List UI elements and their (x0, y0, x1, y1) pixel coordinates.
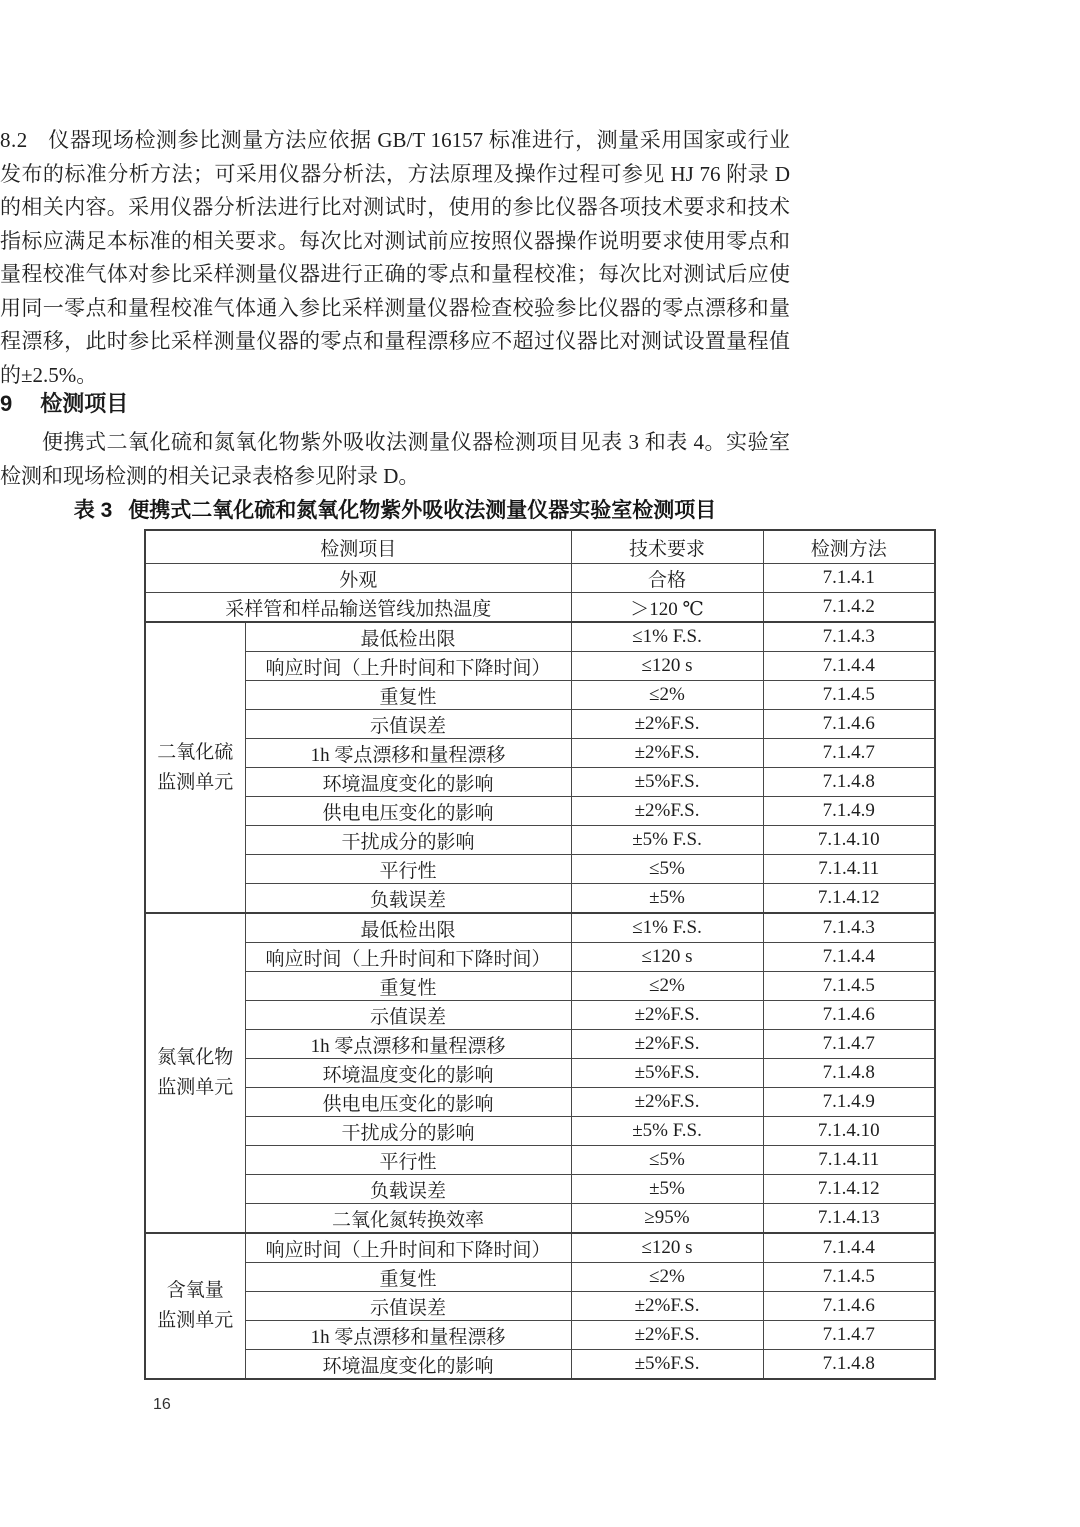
table-caption-label: 表 3 (73, 499, 113, 522)
group-name-line: 监测单元 (157, 1310, 234, 1331)
clause-text: 仪器现场检测参比测量方法应依据 GB/T 16157 标准进行，测量采用国家或行业发布的标准分析方法；可采用仪器分析法，方法原理及操作过程可参见 HJ 76 附录 D 的相关内容。采用仪器分析法进行比对测试时，使用的参比仪器各项技术要求和技术指标应满足本标准的相关要求。每次比对测试前应按照仪器操作说明要求使用零点和量程校准气体对参比采样测量仪器进行正确的零点和量程校准；每次比对测试后应使用同一零点和量程校准气体通入参比采样测量仪器检查校验参比仪器的零点漂移和量程漂移，此时参比采样测量仪器的零点和量程漂移应不超过仪器比对测试设置量程值的±2.5%。 (0, 128, 790, 387)
group-name-line: 监测单元 (157, 1077, 234, 1098)
item-cell: 外观 (145, 564, 571, 593)
method-cell: 7.1.4.6 (763, 1001, 935, 1030)
item-cell: 干扰成分的影响 (245, 826, 571, 855)
section-9-heading (0, 387, 790, 418)
method-cell: 7.1.4.9 (763, 1088, 935, 1117)
requirement-cell: ±5%F.S. (571, 1350, 763, 1380)
requirement-cell: ≤2% (571, 1263, 763, 1292)
method-cell: 7.1.4.9 (763, 797, 935, 826)
table-row (145, 710, 935, 739)
requirement-cell: ±5%F.S. (571, 1059, 763, 1088)
requirement-cell: ±5% F.S. (571, 1117, 763, 1146)
method-cell: 7.1.4.2 (763, 593, 935, 623)
requirement-cell: ±5% (571, 884, 763, 914)
table-row (145, 797, 935, 826)
method-cell: 7.1.4.7 (763, 1030, 935, 1059)
requirement-cell: 合格 (571, 564, 763, 593)
table-row (145, 1204, 935, 1234)
item-cell: 二氧化氮转换效率 (245, 1204, 571, 1234)
method-cell: 7.1.4.4 (763, 1233, 935, 1263)
method-cell: 7.1.4.10 (763, 1117, 935, 1146)
method-cell: 7.1.4.12 (763, 1175, 935, 1204)
table-3 (144, 529, 936, 1380)
requirement-cell: ±2%F.S. (571, 1030, 763, 1059)
item-cell: 示值误差 (245, 1001, 571, 1030)
method-cell: 7.1.4.12 (763, 884, 935, 914)
table-row (145, 1030, 935, 1059)
item-cell: 供电电压变化的影响 (245, 1088, 571, 1117)
table-row (145, 1088, 935, 1117)
requirement-cell: ≤1% F.S. (571, 622, 763, 652)
table-row (145, 884, 935, 914)
requirement-cell: ≤120 s (571, 943, 763, 972)
requirement-cell: ±2%F.S. (571, 797, 763, 826)
table-row (145, 1233, 935, 1263)
item-cell: 负载误差 (245, 884, 571, 914)
requirement-cell: ＞120 ℃ (571, 593, 763, 623)
method-cell: 7.1.4.13 (763, 1204, 935, 1234)
table-row (145, 943, 935, 972)
section-number: 9 (0, 391, 13, 416)
method-cell: 7.1.4.7 (763, 1321, 935, 1350)
item-cell: 采样管和样品输送管线加热温度 (145, 593, 571, 623)
section-title: 检测项目 (40, 391, 129, 416)
item-cell: 重复性 (245, 1263, 571, 1292)
table-row (145, 972, 935, 1001)
item-cell: 最低检出限 (245, 622, 571, 652)
table-row (145, 1059, 935, 1088)
table-row (145, 1001, 935, 1030)
group-name-line: 含氧量 (166, 1280, 224, 1301)
requirement-cell: ≤5% (571, 855, 763, 884)
table-row (145, 768, 935, 797)
table-row (145, 564, 935, 593)
requirement-cell: ≤1% F.S. (571, 913, 763, 943)
page-number: 16 (153, 1396, 171, 1413)
method-cell: 7.1.4.4 (763, 652, 935, 681)
group-cell-so2-unit (145, 622, 245, 913)
clause-number: 8.2 (0, 128, 28, 152)
method-cell: 7.1.4.5 (763, 1263, 935, 1292)
method-cell: 7.1.4.11 (763, 855, 935, 884)
group-name-line: 氮氧化物 (157, 1047, 234, 1068)
item-cell: 1h 零点漂移和量程漂移 (245, 739, 571, 768)
table-row (145, 1321, 935, 1350)
table-row (145, 1263, 935, 1292)
item-cell: 最低检出限 (245, 913, 571, 943)
method-cell: 7.1.4.3 (763, 622, 935, 652)
method-cell: 7.1.4.7 (763, 739, 935, 768)
item-cell: 响应时间（上升时间和下降时间） (245, 943, 571, 972)
table-row (145, 1146, 935, 1175)
item-cell: 重复性 (245, 681, 571, 710)
method-cell: 7.1.4.6 (763, 1292, 935, 1321)
column-header-method: 检测方法 (763, 530, 935, 564)
requirement-cell: ±2%F.S. (571, 1088, 763, 1117)
item-cell: 干扰成分的影响 (245, 1117, 571, 1146)
requirement-cell: ±2%F.S. (571, 1292, 763, 1321)
table-row (145, 652, 935, 681)
table-row (145, 622, 935, 652)
table-row (145, 593, 935, 623)
item-cell: 1h 零点漂移和量程漂移 (245, 1321, 571, 1350)
item-cell: 供电电压变化的影响 (245, 797, 571, 826)
item-cell: 响应时间（上升时间和下降时间） (245, 652, 571, 681)
table-row (145, 1175, 935, 1204)
table-3-caption (0, 494, 790, 524)
table-row (145, 1117, 935, 1146)
table-row (145, 1350, 935, 1380)
requirement-cell: ±2%F.S. (571, 739, 763, 768)
table-row (145, 855, 935, 884)
requirement-cell: ±5% (571, 1175, 763, 1204)
method-cell: 7.1.4.1 (763, 564, 935, 593)
item-cell: 负载误差 (245, 1175, 571, 1204)
column-header-requirement: 技术要求 (571, 530, 763, 564)
requirement-cell: ≤120 s (571, 652, 763, 681)
method-cell: 7.1.4.6 (763, 710, 935, 739)
item-cell: 示值误差 (245, 710, 571, 739)
group-name-line: 监测单元 (157, 771, 234, 793)
method-cell: 7.1.4.3 (763, 913, 935, 943)
method-cell: 7.1.4.8 (763, 768, 935, 797)
requirement-cell: ±5% F.S. (571, 826, 763, 855)
item-cell: 环境温度变化的影响 (245, 1350, 571, 1380)
method-cell: 7.1.4.5 (763, 681, 935, 710)
intro-paragraph: 便携式二氧化硫和氮氧化物紫外吸收法测量仪器检测项目见表 3 和表 4。实验室检测和现场检测的相关记录表格参见附录 D。 (0, 430, 790, 488)
requirement-cell: ≤2% (571, 972, 763, 1001)
table-row (145, 739, 935, 768)
item-cell: 平行性 (245, 1146, 571, 1175)
group-name-line: 二氧化硫 (157, 741, 234, 763)
item-cell: 环境温度变化的影响 (245, 1059, 571, 1088)
table-header-row (145, 530, 935, 564)
requirement-cell: ≥95% (571, 1204, 763, 1234)
group-cell-o2-unit (145, 1233, 245, 1379)
item-cell: 响应时间（上升时间和下降时间） (245, 1233, 571, 1263)
item-cell: 示值误差 (245, 1292, 571, 1321)
table-row (145, 826, 935, 855)
requirement-cell: ≤5% (571, 1146, 763, 1175)
group-cell-nox-unit (145, 913, 245, 1233)
requirement-cell: ±2%F.S. (571, 710, 763, 739)
requirement-cell: ±2%F.S. (571, 1001, 763, 1030)
method-cell: 7.1.4.11 (763, 1146, 935, 1175)
item-cell: 1h 零点漂移和量程漂移 (245, 1030, 571, 1059)
item-cell: 环境温度变化的影响 (245, 768, 571, 797)
method-cell: 7.1.4.8 (763, 1059, 935, 1088)
requirement-cell: ≤2% (571, 681, 763, 710)
table-caption-text: 便携式二氧化硫和氮氧化物紫外吸收法测量仪器实验室检测项目 (128, 499, 717, 522)
table-row (145, 1292, 935, 1321)
clause-8-2-paragraph (0, 124, 790, 392)
requirement-cell: ±5%F.S. (571, 768, 763, 797)
method-cell: 7.1.4.4 (763, 943, 935, 972)
method-cell: 7.1.4.5 (763, 972, 935, 1001)
item-cell: 重复性 (245, 972, 571, 1001)
item-cell: 平行性 (245, 855, 571, 884)
method-cell: 7.1.4.10 (763, 826, 935, 855)
requirement-cell: ±2%F.S. (571, 1321, 763, 1350)
method-cell: 7.1.4.8 (763, 1350, 935, 1380)
column-header-item: 检测项目 (145, 530, 571, 564)
table-row (145, 681, 935, 710)
table-row (145, 913, 935, 943)
requirement-cell: ≤120 s (571, 1233, 763, 1263)
